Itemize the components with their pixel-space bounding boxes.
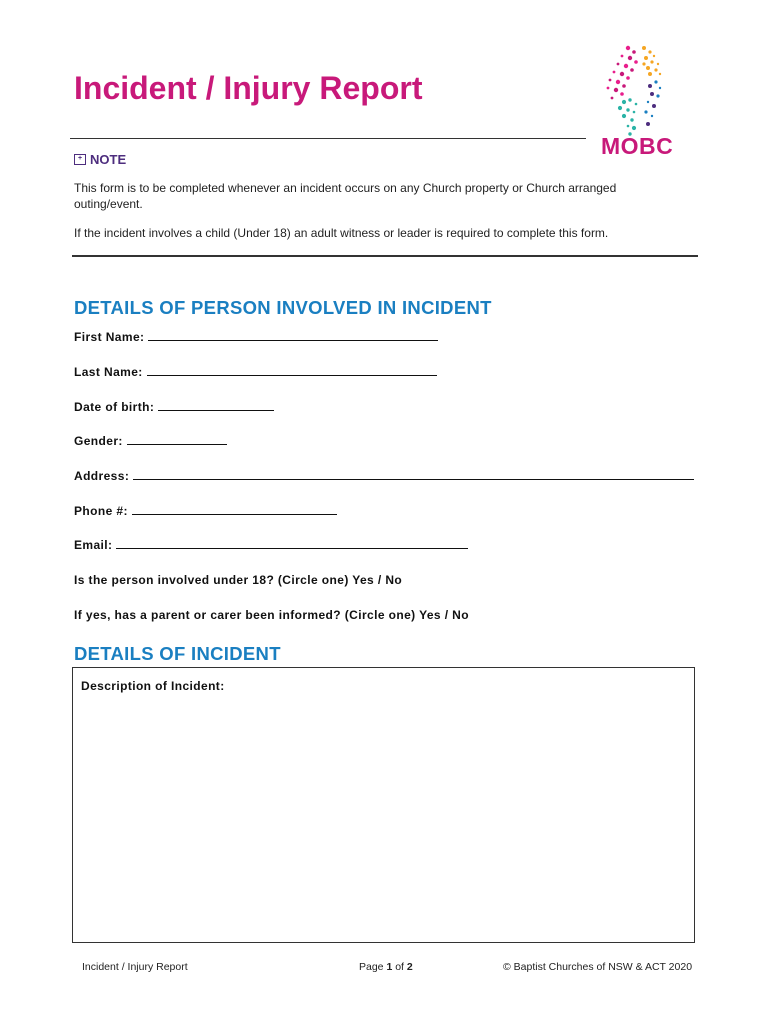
logo-dot [650,92,654,96]
first-name-line[interactable] [148,330,438,341]
under-18-question[interactable]: Is the person involved under 18? (Circle one) Yes / No [74,573,403,587]
note-heading-label: NOTE [90,152,127,167]
logo-text: MOBC [601,133,674,159]
logo-dot [626,76,630,80]
note-paragraph-1: This form is to be completed whenever an incident occurs on any Church property or Church arranged outing/event. [74,181,617,211]
address-field[interactable] [74,469,694,483]
logo-dot [634,60,638,64]
logo-dot [620,92,624,96]
logo-dot [650,60,653,63]
logo-dot [620,72,624,76]
logo-dot [626,108,629,111]
first-name-field[interactable] [74,330,438,344]
logo-dot [624,64,628,68]
logo-dot [627,125,630,128]
logo-dot [635,103,638,106]
logo-dot [630,118,633,121]
logo-dot [642,62,645,65]
logo-dot [644,110,647,113]
phone-label: Phone #: [74,504,128,518]
logo-dot [630,68,634,72]
footer-copyright: © Baptist Churches of NSW & ACT 2020 [503,961,693,973]
logo-dot [622,100,626,104]
phone-line[interactable] [132,504,337,515]
logo-dot [609,79,612,82]
logo-dot [646,66,650,70]
page-prefix: Page [359,961,387,973]
gender-label: Gender: [74,434,123,448]
logo-dot [622,114,626,118]
gender-field[interactable] [74,434,227,448]
note-paragraph-2: If the incident involves a child (Under 18) an adult witness or leader is required to complete this form. [74,226,609,240]
logo-dot [617,63,620,66]
logo-dot [633,111,636,114]
logo-dot [659,87,661,89]
logo-dot [614,88,618,92]
logo-dot [653,55,655,57]
email-line[interactable] [116,538,468,549]
logo-dot [654,68,657,71]
dob-label: Date of birth: [74,400,155,414]
logo-dot [656,94,659,97]
logo-dot [652,104,656,108]
logo-dot [659,73,661,75]
logo-dot [632,126,636,130]
address-label: Address: [74,469,130,483]
title-divider [70,138,586,139]
logo-dot [648,50,651,53]
section-title-incident: DETAILS OF INCIDENT [74,643,281,664]
phone-field[interactable] [74,504,337,518]
logo-dot [651,115,653,117]
last-name-label: Last Name: [74,365,143,379]
logo-dot [628,98,631,101]
email-label: Email: [74,538,113,552]
gender-line[interactable] [127,434,227,445]
note-icon: + [74,154,86,165]
logo-dot [611,97,614,100]
logo-dot [628,56,632,60]
logo-dot [644,56,648,60]
page-current: 1 [386,961,393,973]
last-name-field[interactable] [74,365,437,379]
incident-description-label: Description of Incident: [81,679,225,693]
dob-field[interactable] [74,400,274,414]
note-heading [74,152,126,167]
logo-dot [654,80,657,83]
logo-dot [616,80,620,84]
footer-doc-title: Incident / Injury Report [82,961,188,973]
logo-dot [613,71,616,74]
incident-description-box[interactable] [72,667,695,943]
page-title: Incident / Injury Report [74,70,423,106]
logo-dot [618,106,622,110]
email-field[interactable] [74,538,468,552]
section-title-person: DETAILS OF PERSON INVOLVED IN INCIDENT [74,297,492,318]
logo-dot [626,46,630,50]
parent-informed-question[interactable]: If yes, has a parent or carer been informed? (Circle one) Yes / No [74,608,469,622]
note-divider [72,255,698,257]
dob-line[interactable] [158,400,274,411]
last-name-line[interactable] [147,365,437,376]
logo-dot [648,72,652,76]
logo-dot [642,46,646,50]
address-line[interactable] [133,469,694,480]
logo-dot [607,87,610,90]
page-of: of [392,961,407,973]
page-total: 2 [406,961,413,973]
logo-dot [646,122,650,126]
logo-dot [632,50,636,54]
logo-dot [648,84,652,88]
logo-dot [657,63,659,65]
logo-dot [647,101,649,103]
first-name-label: First Name: [74,330,145,344]
logo-dot [622,84,626,88]
footer-page-number [359,961,413,973]
logo-dot [621,55,624,58]
